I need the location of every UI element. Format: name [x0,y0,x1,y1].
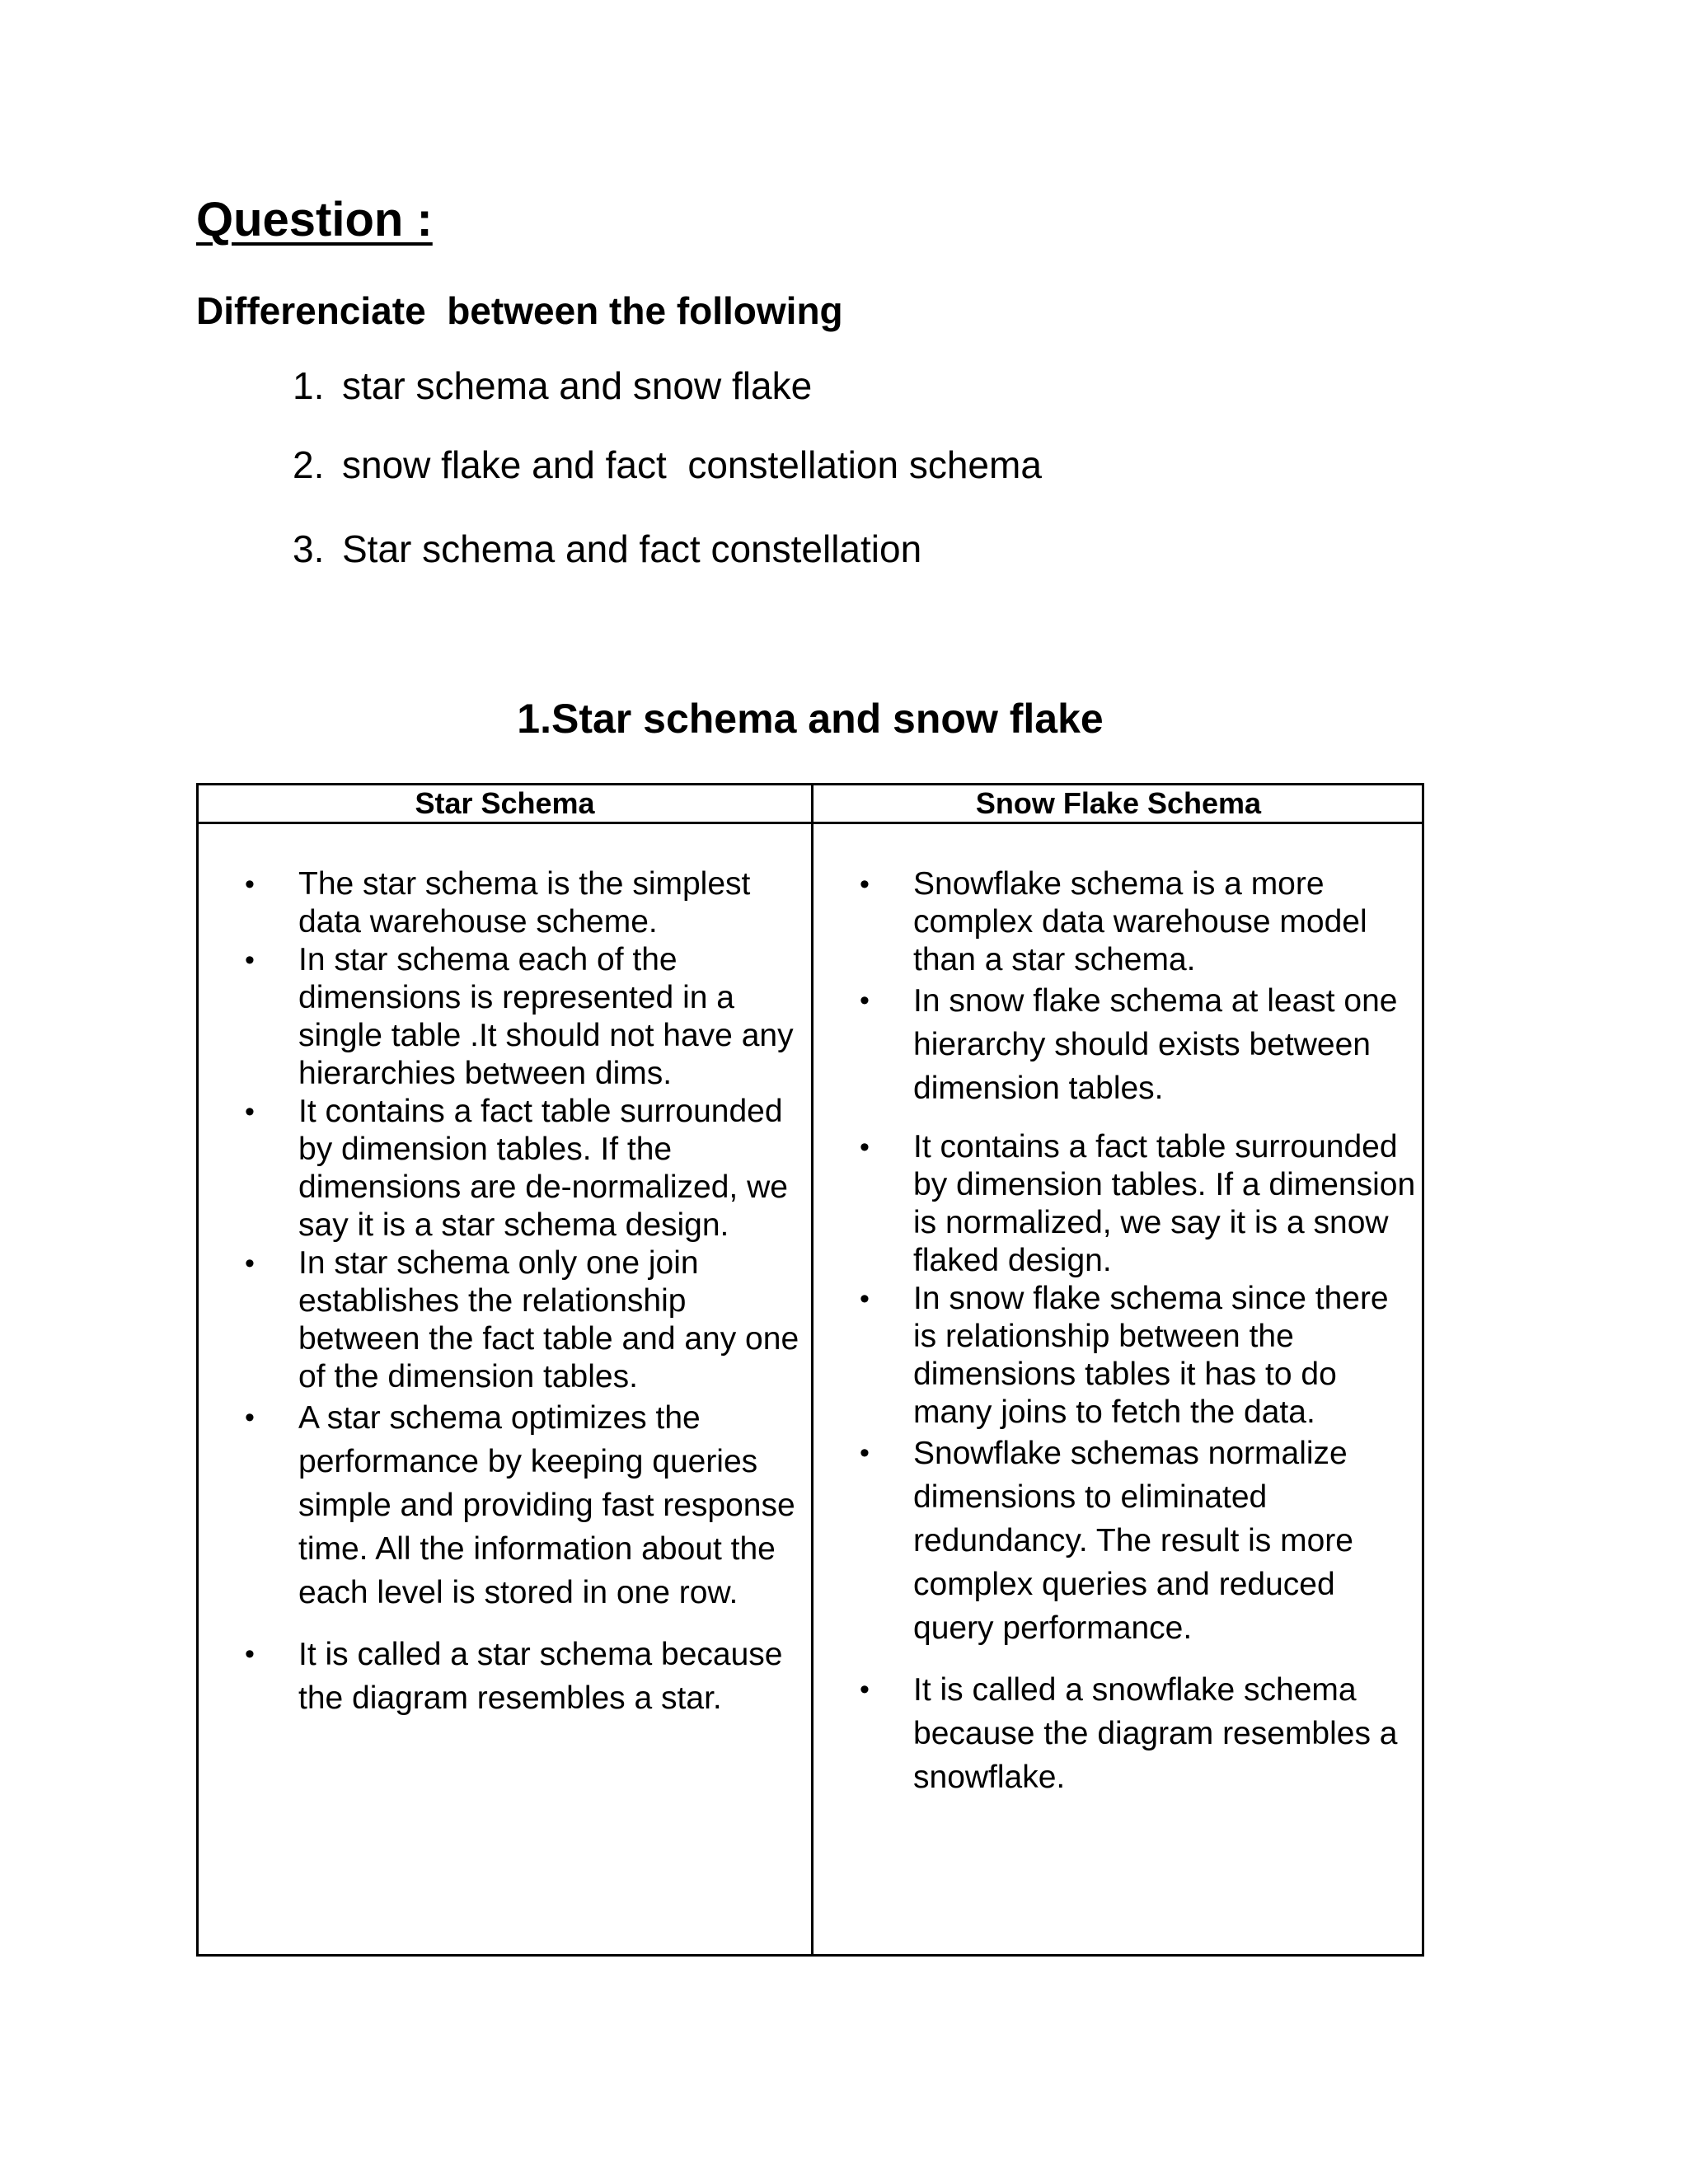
list-item: • The star schema is the simplest data warehouse scheme. [199,865,811,941]
section-title: 1.Star schema and snow flake [517,696,1104,742]
list-item-number: 3. [293,527,325,570]
header-snow-flake-schema: Snow Flake Schema [975,786,1262,820]
list-item [293,442,1042,521]
question-title: Question : [196,193,433,246]
header-star-schema: Star Schema [415,786,595,820]
question-subtitle: Differenciate between the following [196,289,843,332]
list-item: • In star schema only one join establishes the relationship between the fact table and any one of the dimension tables. [199,1244,811,1396]
list-item [293,526,1042,605]
question-list [293,363,1042,605]
list-item: • It is called a star schema because the diagram resembles a star. [199,1633,811,1720]
snowflake-schema-cell [814,865,1423,1799]
star-schema-points [199,865,811,1720]
table-header-row [199,785,1422,824]
list-item: • It is called a snowflake schema because the diagram resembles a snowflake. [814,1668,1423,1799]
list-item-number: 2. [293,443,325,486]
list-item-text: Star schema and fact constellation [342,527,922,570]
list-item [293,363,1042,442]
list-item: • Snowflake schemas normalize dimensions to eliminated redundancy. The result is more complex queries and reduced query performance. [814,1432,1423,1650]
list-item: • In snow flake schema since there is relationship between the dimensions tables it has to do many joins to fetch the data. [814,1280,1423,1432]
list-item: • In star schema each of the dimensions is represented in a single table .It should not have any hierarchies between dims. [199,941,811,1093]
star-schema-cell [199,865,811,1720]
list-item-text: star schema and snow flake [342,364,813,407]
list-item: • It contains a fact table surrounded by dimension tables. If a dimension is normalized, we say it is a snow flaked design. [814,1128,1423,1280]
list-item: • Snowflake schema is a more complex data warehouse model than a star schema. [814,865,1423,979]
list-item-text: snow flake and fact constellation schema [342,443,1042,486]
comparison-table [196,783,1424,1957]
list-item-number: 1. [293,364,325,407]
list-item: • It contains a fact table surrounded by dimension tables. If the dimensions are de-normalized, we say it is a star schema design. [199,1093,811,1244]
list-item: • In snow flake schema at least one hierarchy should exists between dimension tables. [814,979,1423,1110]
list-item: • A star schema optimizes the performance by keeping queries simple and providing fast response time. All the information about the each level is stored in one row. [199,1396,811,1615]
snowflake-schema-points [814,865,1423,1799]
